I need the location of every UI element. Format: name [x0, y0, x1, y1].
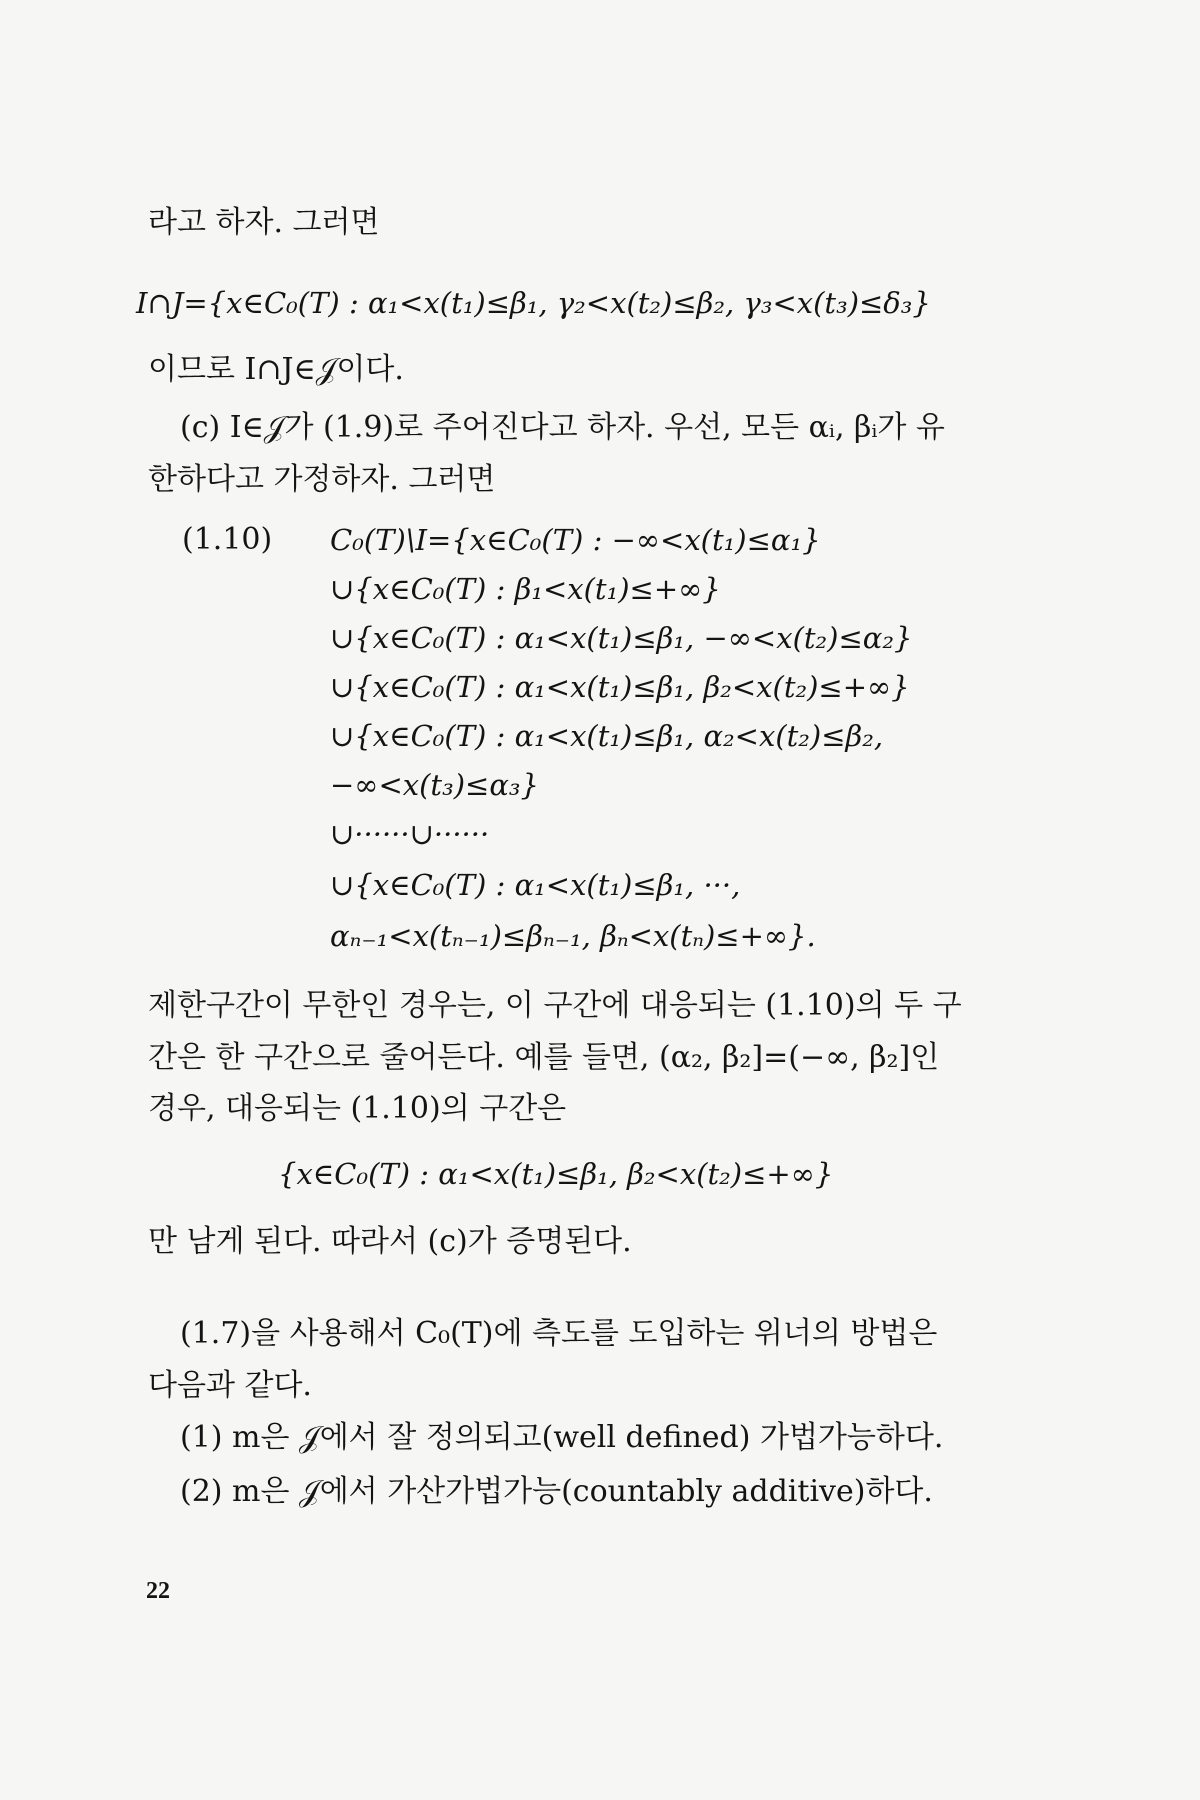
text-line-1: 라고 하자. 그러면	[148, 205, 380, 240]
display-equation: {x∈C₀(T) : α₁<x(t₁)≤β₁, β₂<x(t₂)≤+∞}	[278, 1157, 834, 1191]
equation-line-9: αₙ₋₁<x(tₙ₋₁)≤βₙ₋₁, βₙ<x(tₙ)≤+∞}.	[330, 919, 816, 953]
text-line-9: 만 남게 된다. 따라서 (c)가 증명된다.	[148, 1224, 632, 1259]
equation-line-8: ∪{x∈C₀(T) : α₁<x(t₁)≤β₁, ···,	[330, 868, 741, 902]
text-line-6: 제한구간이 무한인 경우는, 이 구간에 대응되는 (1.10)의 두 구	[148, 988, 962, 1023]
text-line-3: 이므로 I∩J∈𝒥이다.	[148, 352, 404, 387]
text-line-10: (1.7)을 사용해서 C₀(T)에 측도를 도입하는 위너의 방법은	[180, 1316, 938, 1351]
equation-intersection: I∩J={x∈C₀(T) : α₁<x(t₁)≤β₁, γ₂<x(t₂)≤β₂, γ₃<x(t₃)≤δ₃}	[136, 286, 931, 320]
text-line-11: 다음과 같다.	[148, 1368, 312, 1403]
page-number: 22	[146, 1578, 170, 1604]
equation-line-7: ∪······∪······	[330, 817, 490, 851]
equation-line-4: ∪{x∈C₀(T) : α₁<x(t₁)≤β₁, β₂<x(t₂)≤+∞}	[330, 670, 910, 704]
equation-label: (1.10)	[182, 522, 273, 557]
equation-line-3: ∪{x∈C₀(T) : α₁<x(t₁)≤β₁, −∞<x(t₂)≤α₂}	[330, 621, 913, 655]
equation-line-6: −∞<x(t₃)≤α₃}	[330, 768, 539, 802]
text-line-4: (c) I∈𝒥가 (1.9)로 주어진다고 하자. 우선, 모든 αᵢ, βᵢ가 유	[180, 410, 945, 445]
equation-line-1: C₀(T)\I={x∈C₀(T) : −∞<x(t₁)≤α₁}	[330, 523, 821, 557]
list-item-1: (1) m은 𝒥에서 잘 정의되고(well defined) 가법가능하다.	[180, 1420, 944, 1455]
text-line-5: 한하다고 가정하자. 그러면	[148, 462, 496, 497]
list-item-2: (2) m은 𝒥에서 가산가법가능(countably additive)하다.	[180, 1474, 933, 1509]
equation-line-2: ∪{x∈C₀(T) : β₁<x(t₁)≤+∞}	[330, 572, 721, 606]
equation-line-5: ∪{x∈C₀(T) : α₁<x(t₁)≤β₁, α₂<x(t₂)≤β₂,	[330, 719, 884, 753]
text-line-8: 경우, 대응되는 (1.10)의 구간은	[148, 1091, 567, 1126]
text-line-7: 간은 한 구간으로 줄어든다. 예를 들면, (α₂, β₂]=(−∞, β₂]인	[148, 1040, 940, 1075]
